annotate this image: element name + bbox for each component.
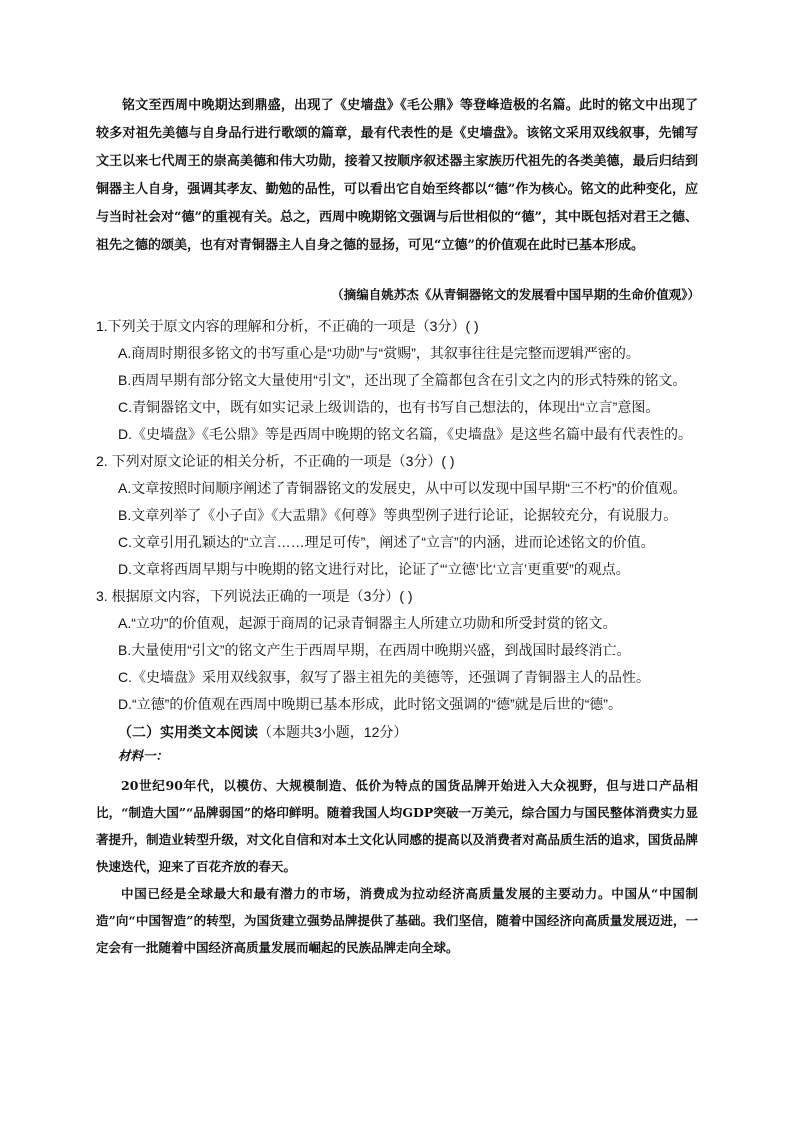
material-paragraph: 中国已经是全球最大和最有潜力的市场，消费成为拉动经济高质量发展的主要动力。中国从“中国制造”向“中国智造”的转型，为国货建立强势品牌提供了基础。我们坚信，随着中国经济向高质量发展迈进，一定会有一批随着中国经济高质量发展而崛起的民族品牌走向全球。 bbox=[96, 886, 698, 955]
question-stem: 3. 根据原文内容，下列说法正确的一项是（3分）( ) bbox=[96, 588, 413, 604]
option-c: C.青铜器铭文中，既有如实记录上级训诰的，也有书写自己想法的，体现出“立言”意图。 bbox=[118, 399, 660, 415]
option-a: A.文章按照时间顺序阐述了青铜器铭文的发展史，从中可以发现中国早期“三不朽”的价值观。 bbox=[118, 480, 687, 496]
passage-paragraph: 铭文至西周中晚期达到鼎盛，出现了《史墙盘》《毛公鼎》等登峰造极的名篇。此时的铭文中出现了较多对祖先美德与自身品行进行歌颂的篇章，最有代表性的是《史墙盘》。该铭文采用双线叙事，先铺写文王以来七代周王的崇高美德和伟大功勋，接着又按顺序叙述器主家族历代祖先的各类美德，最后归结到铜器主人自身，强调其孝友、勤勉的品性，可以看出它自始至终都以“德”作为核心。铭文的此种变化，应与当时社会对“德”的重视有关。总之，西周中晚期铭文强调与后世相似的“德”，其中既包括对君王之德、祖先之德的颂美，也有对青铜器主人自身之德的显扬，可见“立德”的价值观在此时已基本形成。 bbox=[96, 98, 698, 253]
option-d: D.文章将西周早期与中晚期的铭文进行对比，论证了“‘立德’比‘立言’更重要”的观点。 bbox=[118, 561, 630, 577]
material-passage bbox=[96, 772, 698, 961]
question-1 bbox=[96, 313, 716, 448]
option-b: B.西周早期有部分铭文大量使用“引文”，还出现了全篇都包含在引文之内的形式特殊的铭文。 bbox=[118, 372, 687, 388]
option-d: D.“立德”的价值观在西周中晚期已基本形成，此时铭文强调的“德”就是后世的“德”。 bbox=[118, 696, 622, 712]
option-b: B.文章列举了《小子卣》《大盂鼎》《何尊》等典型例子进行论证，论据较充分，有说服力。 bbox=[118, 507, 678, 523]
question-3 bbox=[96, 583, 716, 718]
reading-passage bbox=[96, 92, 698, 260]
option-a: A.商周时期很多铭文的书写重心是“功勋”与“赏赐”，其叙事往往是完整而逻辑严密的。 bbox=[118, 345, 640, 361]
passage-source: （摘编自姚苏杰《从青铜器铭文的发展看中国早期的生命价值观》） bbox=[331, 287, 700, 302]
option-c: C.《史墙盘》采用双线叙事，叙写了器主祖先的美德等，还强调了青铜器主人的品性。 bbox=[118, 669, 650, 685]
section-note: （本题共3小题，12分） bbox=[258, 724, 408, 740]
option-d: D.《史墙盘》《毛公鼎》等是西周中晚期的铭文名篇，《史墙盘》是这些名篇中最有代表性的。 bbox=[118, 426, 692, 442]
option-c: C.文章引用孔颖达的“立言……理足可传”，阐述了“立言”的内涵，进而论述铭文的价值。 bbox=[118, 534, 655, 550]
question-stem: 1.下列关于原文内容的理解和分析，不正确的一项是（3分）( ) bbox=[96, 318, 479, 334]
question-list bbox=[96, 313, 716, 718]
section-heading bbox=[118, 721, 407, 743]
option-a: A.“立功”的价值观，起源于商周的记录青铜器主人所建立功勋和所受封赏的铭文。 bbox=[118, 615, 617, 631]
material-paragraph: 20世纪90年代，以模仿、大规模制造、低价为特点的国货品牌开始进入大众视野，但与进口产品相比，“制造大国”“品牌弱国”的烙印鲜明。随着我国人均GDP突破一万美元，综合国力与国民整体消费实力显著提升，制造业转型升级，对文化自信和对本土文化认同感的提高以及消费者对高品质生活的追求，国货品牌快速迭代，迎来了百花齐放的春天。 bbox=[96, 778, 698, 874]
question-stem: 2. 下列对原文论证的相关分析，不正确的一项是（3分）( ) bbox=[96, 453, 455, 469]
option-b: B.大量使用“引文”的铭文产生于西周早期，在西周中晚期兴盛，到战国时最终消亡。 bbox=[118, 642, 631, 658]
question-2 bbox=[96, 448, 716, 583]
section-title: （二）实用类文本阅读 bbox=[118, 724, 258, 740]
material-title: 材料一： bbox=[118, 748, 169, 763]
